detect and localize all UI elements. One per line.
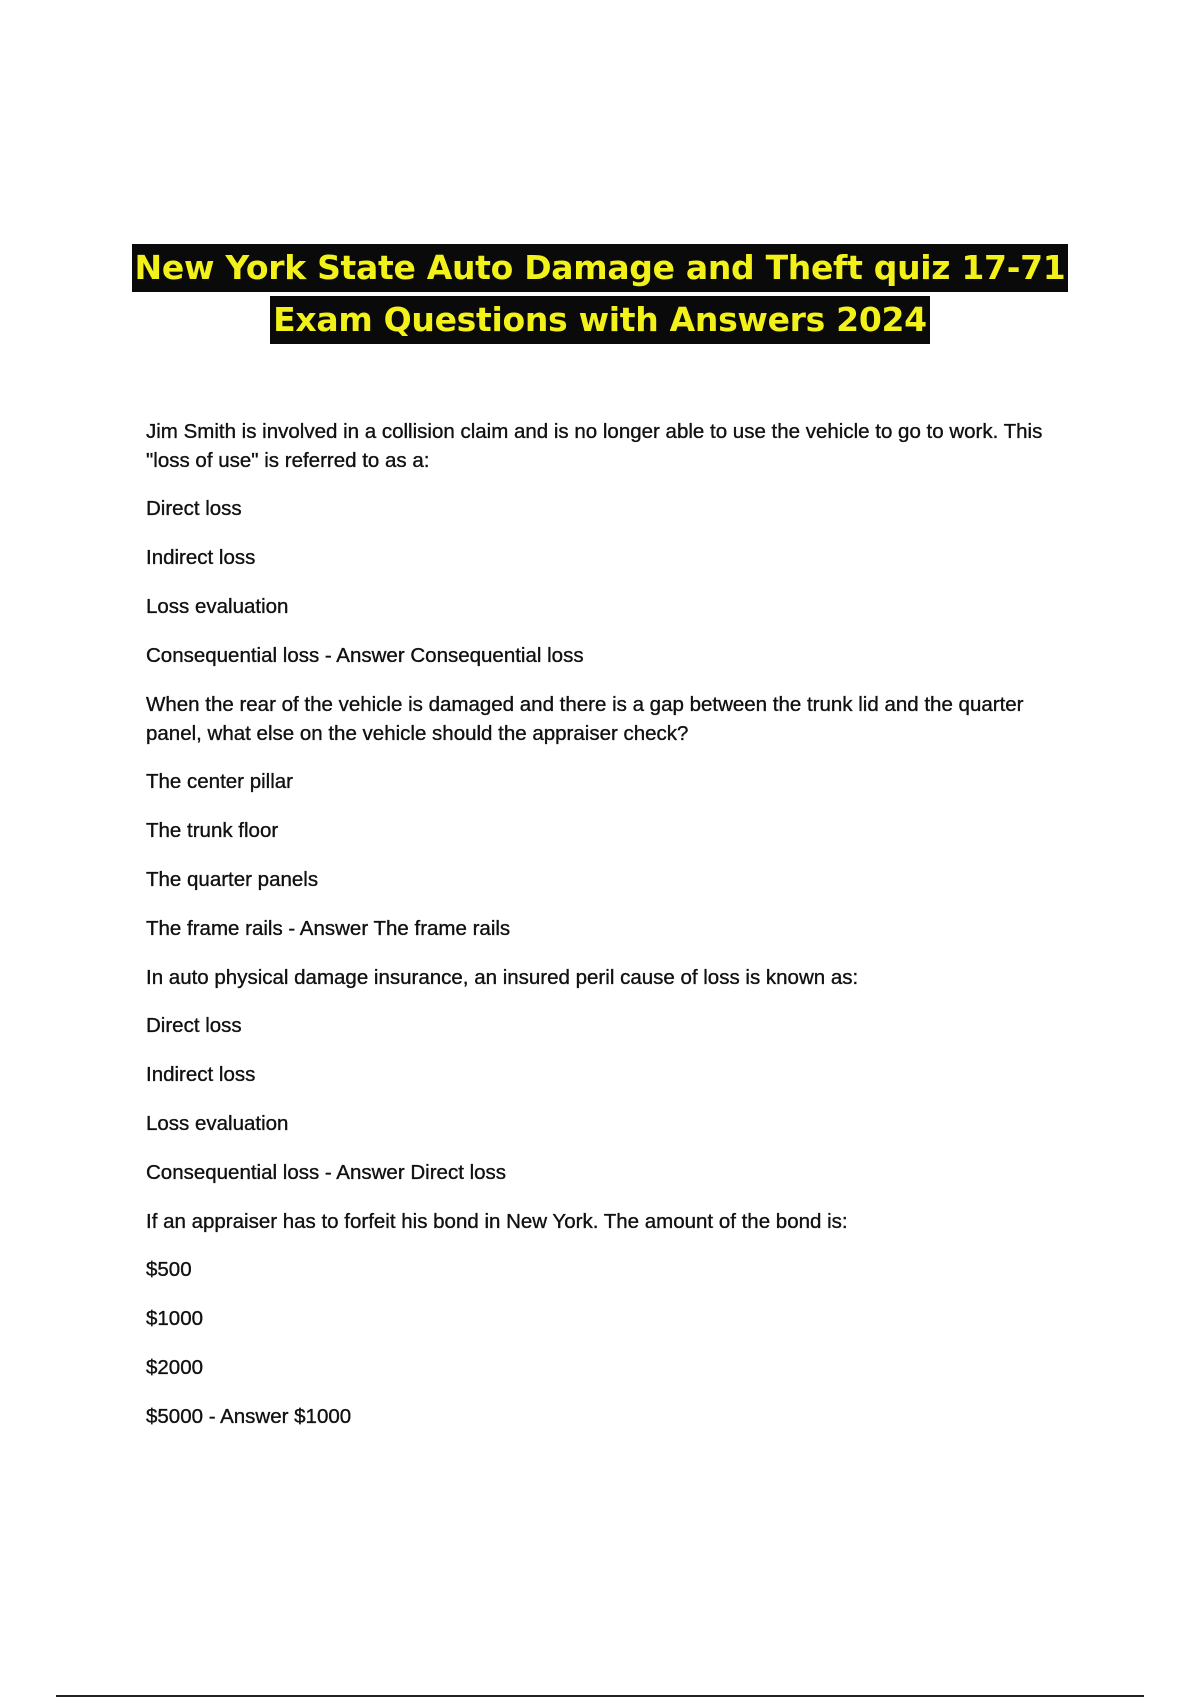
answer-option: The quarter panels <box>146 868 319 891</box>
answer-option: Loss evaluation <box>146 595 289 618</box>
page-bottom-divider <box>56 1695 1144 1697</box>
title-line-2: Exam Questions with Answers 2024 <box>270 296 930 344</box>
quiz-content <box>146 417 1076 1451</box>
answer-option-with-answer: The frame rails - Answer The frame rails <box>146 917 511 940</box>
answer-option-with-answer: Consequential loss - Answer Consequential loss <box>146 644 584 667</box>
answer-option: $2000 <box>146 1356 204 1379</box>
answer-option-with-answer: $5000 - Answer $1000 <box>146 1405 352 1428</box>
answer-option: The trunk floor <box>146 819 279 842</box>
question-block-2 <box>146 690 1076 943</box>
answer-option: $1000 <box>146 1307 204 1330</box>
answer-option: $500 <box>146 1258 192 1281</box>
answer-option-with-answer: Consequential loss - Answer Direct loss <box>146 1161 507 1184</box>
question-block-3 <box>146 963 1076 1187</box>
question-block-1 <box>146 417 1076 670</box>
answer-option: The center pillar <box>146 770 293 793</box>
question-text: Jim Smith is involved in a collision claim and is no longer able to use the vehicle to go to work. This "loss of use" is referred to as a: <box>146 420 1043 472</box>
answer-option: Direct loss <box>146 497 242 520</box>
document-title <box>0 244 1200 344</box>
answer-option: Indirect loss <box>146 1063 256 1086</box>
question-text: In auto physical damage insurance, an insured peril cause of loss is known as: <box>146 966 859 989</box>
answer-option: Loss evaluation <box>146 1112 289 1135</box>
question-text: When the rear of the vehicle is damaged and there is a gap between the trunk lid and the quarter panel, what else on the vehicle should the appraiser check? <box>146 693 1024 745</box>
answer-option: Indirect loss <box>146 546 256 569</box>
title-line-1: New York State Auto Damage and Theft quiz 17-71 <box>132 244 1069 292</box>
question-block-4 <box>146 1207 1076 1431</box>
question-text: If an appraiser has to forfeit his bond in New York. The amount of the bond is: <box>146 1210 848 1233</box>
answer-option: Direct loss <box>146 1014 242 1037</box>
